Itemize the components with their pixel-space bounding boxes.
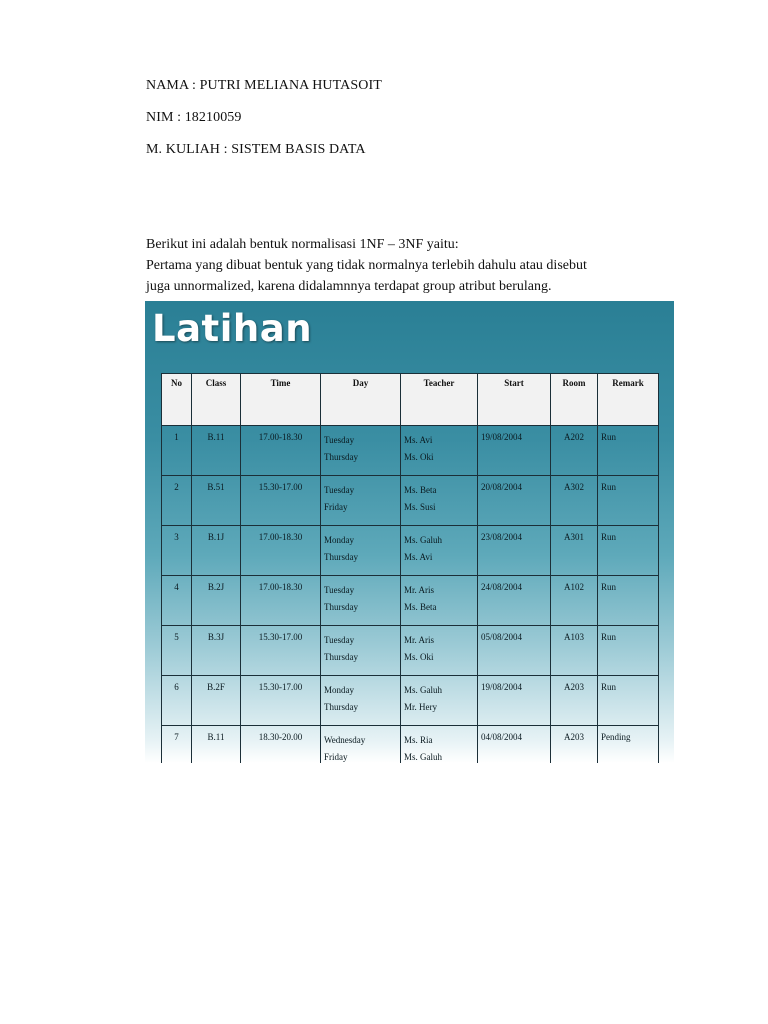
cell-class: B.1J [192,526,241,576]
table-row [162,526,659,576]
column-header-day: Day [321,374,401,426]
course-name: M. KULIAH : SISTEM BASIS DATA [146,142,366,157]
table-row [162,576,659,626]
cell-remark: Run [598,626,659,676]
day-second: Thursday [324,552,358,562]
cell-start: 04/08/2004 [478,726,551,764]
cell-room: A202 [551,426,598,476]
teacher-first: Ms. Ria [404,735,433,745]
cell-time: 15.30-17.00 [241,676,321,726]
teacher-first: Ms. Beta [404,485,437,495]
paragraph-line: Berikut ini adalah bentuk normalisasi 1NF – 3NF yaitu: [146,237,459,252]
day-first: Wednesday [324,735,366,745]
column-header-teacher: Teacher [401,374,478,426]
cell-no: 4 [162,576,192,626]
cell-day [321,626,401,676]
day-second: Friday [324,752,348,762]
cell-class: B.51 [192,476,241,526]
latihan-figure [145,301,674,763]
table-row [162,676,659,726]
cell-teacher [401,576,478,626]
cell-room: A203 [551,676,598,726]
cell-class: B.3J [192,626,241,676]
cell-time: 17.00-18.30 [241,576,321,626]
column-header-class: Class [192,374,241,426]
cell-room: A102 [551,576,598,626]
table-header-row [162,374,659,426]
cell-teacher [401,726,478,764]
cell-teacher [401,426,478,476]
cell-day [321,426,401,476]
schedule-table [161,373,659,763]
cell-time: 15.30-17.00 [241,476,321,526]
cell-start: 05/08/2004 [478,626,551,676]
teacher-first: Mr. Aris [404,635,435,645]
student-nim: NIM : 18210059 [146,110,242,125]
student-name: NAMA : PUTRI MELIANA HUTASOIT [146,78,382,93]
cell-room: A301 [551,526,598,576]
day-second: Friday [324,502,348,512]
cell-no: 7 [162,726,192,764]
column-header-time: Time [241,374,321,426]
cell-remark: Run [598,526,659,576]
column-header-start: Start [478,374,551,426]
cell-no: 5 [162,626,192,676]
cell-day [321,676,401,726]
teacher-second: Ms. Oki [404,652,434,662]
cell-day [321,576,401,626]
day-first: Monday [324,535,354,545]
table-row [162,426,659,476]
cell-no: 1 [162,426,192,476]
cell-start: 20/08/2004 [478,476,551,526]
cell-time: 17.00-18.30 [241,526,321,576]
cell-teacher [401,676,478,726]
cell-day [321,476,401,526]
cell-remark: Run [598,576,659,626]
cell-time: 15.30-17.00 [241,626,321,676]
figure-title: Latihan [152,307,313,350]
cell-room: A203 [551,726,598,764]
teacher-second: Ms. Susi [404,502,436,512]
table-row [162,726,659,764]
cell-teacher [401,626,478,676]
teacher-second: Mr. Hery [404,702,437,712]
day-second: Thursday [324,652,358,662]
cell-remark: Pending [598,726,659,764]
teacher-second: Ms. Galuh [404,752,442,762]
cell-teacher [401,526,478,576]
teacher-second: Ms. Oki [404,452,434,462]
cell-start: 24/08/2004 [478,576,551,626]
cell-day [321,526,401,576]
column-header-remark: Remark [598,374,659,426]
cell-start: 23/08/2004 [478,526,551,576]
cell-no: 2 [162,476,192,526]
teacher-first: Ms. Avi [404,435,433,445]
column-header-room: Room [551,374,598,426]
cell-class: B.11 [192,726,241,764]
cell-time: 17.00-18.30 [241,426,321,476]
table-row [162,476,659,526]
table-row [162,626,659,676]
cell-start: 19/08/2004 [478,676,551,726]
cell-remark: Run [598,676,659,726]
teacher-second: Ms. Avi [404,552,433,562]
teacher-second: Ms. Beta [404,602,437,612]
column-header-no: No [162,374,192,426]
cell-teacher [401,476,478,526]
day-first: Monday [324,685,354,695]
day-second: Thursday [324,602,358,612]
teacher-first: Ms. Galuh [404,535,442,545]
day-first: Tuesday [324,635,355,645]
teacher-first: Ms. Galuh [404,685,442,695]
paragraph-line: Pertama yang dibuat bentuk yang tidak normalnya terlebih dahulu atau disebut [146,258,587,273]
cell-class: B.11 [192,426,241,476]
cell-day [321,726,401,764]
cell-no: 3 [162,526,192,576]
cell-room: A103 [551,626,598,676]
day-second: Thursday [324,702,358,712]
cell-no: 6 [162,676,192,726]
cell-remark: Run [598,426,659,476]
paragraph-line: juga unnormalized, karena didalamnnya terdapat group atribut berulang. [146,279,552,294]
cell-remark: Run [598,476,659,526]
day-second: Thursday [324,452,358,462]
teacher-first: Mr. Aris [404,585,435,595]
cell-class: B.2J [192,576,241,626]
cell-room: A302 [551,476,598,526]
day-first: Tuesday [324,485,355,495]
cell-class: B.2F [192,676,241,726]
intro-paragraph [146,234,646,297]
cell-start: 19/08/2004 [478,426,551,476]
cell-time: 18.30-20.00 [241,726,321,764]
day-first: Tuesday [324,585,355,595]
day-first: Tuesday [324,435,355,445]
